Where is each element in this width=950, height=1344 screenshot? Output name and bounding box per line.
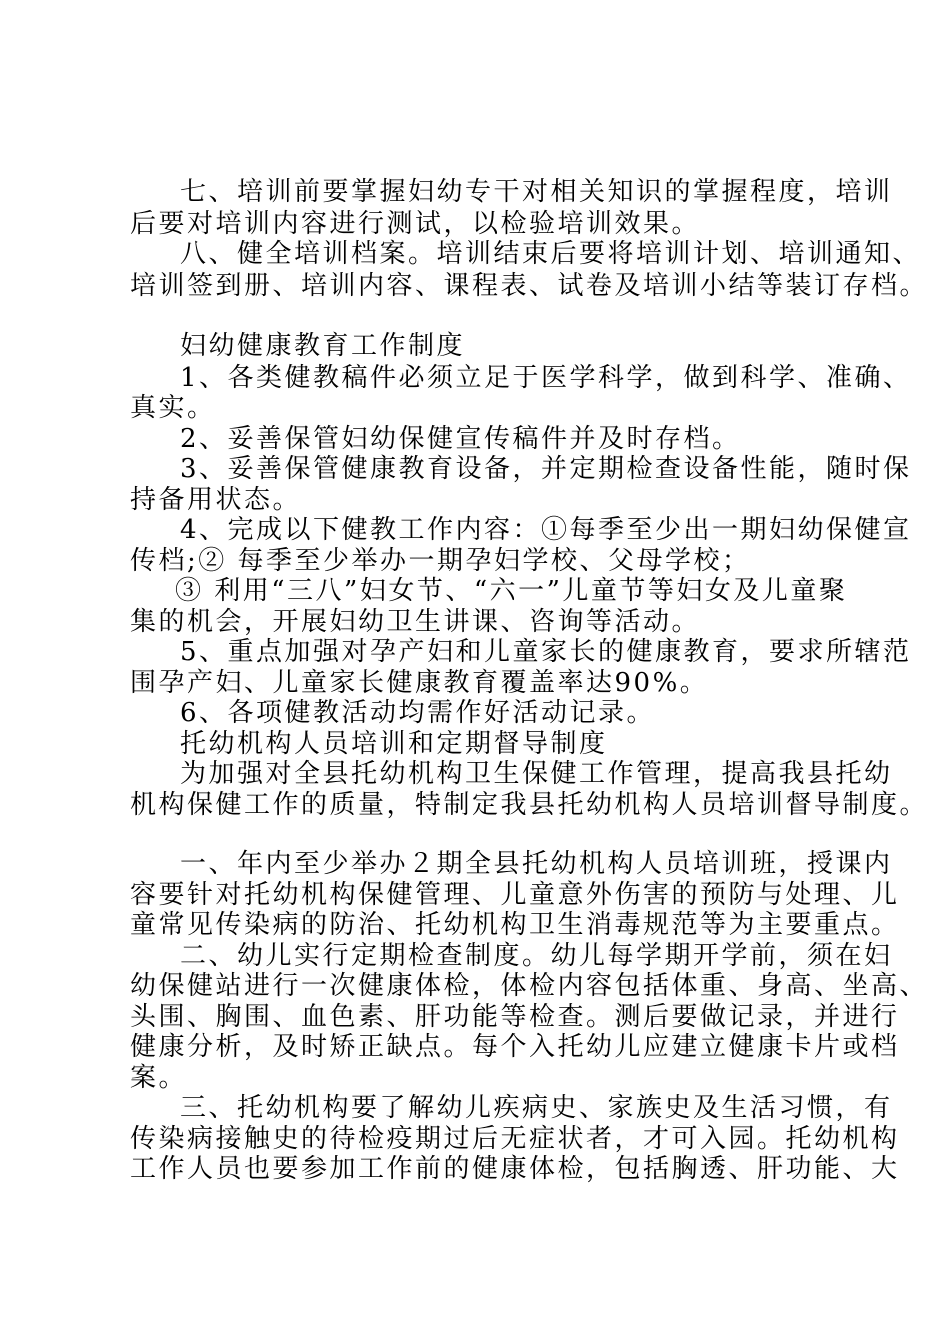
paragraph-line: 头围、胸围、血色素、肝功能等检查。测后要做记录，并进行 (130, 1002, 900, 1032)
paragraph-line: 持备用状态。 (130, 485, 302, 515)
paragraph-line: 二、幼儿实行定期检查制度。幼儿每学期开学前，须在妇 (180, 941, 893, 971)
paragraph-line: 围孕产妇、儿童家长健康教育覆盖率达90%。 (130, 668, 709, 698)
section-heading: 妇幼健康教育工作制度 (180, 331, 466, 361)
paragraph-line: 3、妥善保管健康教育设备，并定期检查设备性能，随时保 (180, 454, 912, 484)
paragraph-line: 后要对培训内容进行测试，以检验培训效果。 (130, 209, 701, 239)
paragraph-line: 5、重点加强对孕产妇和儿童家长的健康教育，要求所辖范 (180, 637, 912, 667)
paragraph-line: 为加强对全县托幼机构卫生保健工作管理，提高我县托幼 (180, 759, 893, 789)
paragraph-line: 集的机会，开展妇幼卫生讲课、咨询等活动。 (130, 607, 701, 637)
paragraph-line: 2、妥善保管妇幼保健宣传稿件并及时存档。 (180, 424, 741, 454)
paragraph-line: 七、培训前要掌握妇幼专干对相关知识的掌握程度，培训 (180, 177, 893, 207)
paragraph-line: 工作人员也要参加工作前的健康体检，包括胸透、肝功能、大 (130, 1154, 900, 1184)
paragraph-line: 幼保健站进行一次健康体检，体检内容包括体重、身高、坐高、 (130, 971, 929, 1001)
paragraph-line: 1、各类健教稿件必须立足于医学科学，做到科学、准确、 (180, 363, 912, 393)
paragraph-line: 童常见传染病的防治、托幼机构卫生消毒规范等为主要重点。 (130, 910, 900, 940)
paragraph-line: 健康分析，及时矫正缺点。每个入托幼儿应建立健康卡片或档 (130, 1032, 900, 1062)
paragraph-line: 八、健全培训档案。培训结束后要将培训计划、培训通知、 (180, 239, 922, 269)
paragraph-line: 一、年内至少举办２期全县托幼机构人员培训班，授课内 (180, 849, 893, 879)
paragraph-line: 4、完成以下健教工作内容：①每季至少出一期妇幼保健宣 (180, 515, 912, 545)
paragraph-line: 培训签到册、培训内容、课程表、试卷及培训小结等装订存档。 (130, 271, 929, 301)
paragraph-line: 容要针对托幼机构保健管理、儿童意外伤害的预防与处理、儿 (130, 880, 900, 910)
paragraph-line: 三、托幼机构要了解幼儿疾病史、家族史及生活习惯，有 (180, 1093, 893, 1123)
paragraph-line: 机构保健工作的质量，特制定我县托幼机构人员培训督导制度。 (130, 790, 929, 820)
paragraph-line: 案。 (130, 1063, 188, 1093)
paragraph-line: 传档;② 每季至少举办一期孕妇学校、父母学校； (130, 546, 751, 576)
paragraph-line: ③ 利用“三八”妇女节、“六一”儿童节等妇女及儿童聚 (175, 576, 848, 606)
paragraph-line: 真实。 (130, 393, 216, 423)
paragraph-line: 传染病接触史的待检疫期过后无症状者，才可入园。托幼机构 (130, 1124, 900, 1154)
paragraph-line: 6、各项健教活动均需作好活动记录。 (180, 698, 656, 728)
section-heading: 托幼机构人员培训和定期督导制度 (180, 729, 608, 759)
